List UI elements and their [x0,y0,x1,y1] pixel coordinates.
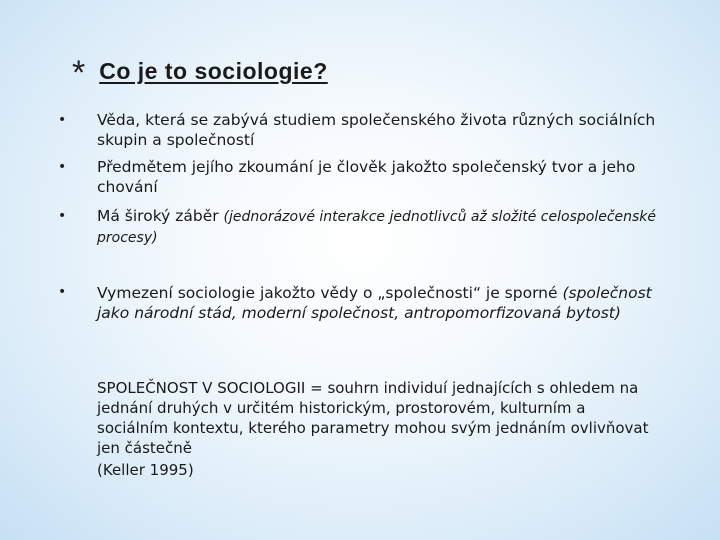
definition-paragraph [97,378,657,480]
definition-text: souhrn individuí jednajících s ohledem na jednání druhých v určitém historickým, prostorovém, kulturním a sociálním kontextu, kterého parametry mohou svým jednáním ovlivňovat jen částečně [97,379,649,457]
bullet-3-italic: (jednorázové interakce jednotlivců až složité celospolečenské procesy) [97,209,657,246]
bullet-text-3 [97,206,657,248]
title-row [72,38,328,92]
bullet-4-italic: (společnost jako národní stád, moderní společnost, antropomorfizovaná bytost) [97,284,652,322]
definition-source: (Keller 1995) [97,461,194,479]
bullet-dot-1: • [58,112,67,128]
bullet-text-2: Předmětem jejího zkoumání je člověk jakožto společenský tvor a jeho chování [97,158,636,196]
slide-title: Co je to sociologie? [99,58,328,84]
definition-lead: SPOLEČNOST V SOCIOLOGII = [97,379,328,397]
bullet-dot-4: • [58,284,67,300]
bullet-text-1: Věda, která se zabývá studiem společenského života různých sociálních skupin a společností [97,111,656,149]
bullet-dot-3: • [58,208,67,224]
bullet-dot-2: • [58,159,67,175]
title-star-icon: * [72,54,86,92]
bullet-3-lead: Má široký záběr [97,207,224,225]
bullet-4-lead: Vymezení sociologie jakožto vědy o „společnosti“ je sporné [97,284,563,302]
bullet-text-4 [97,283,657,323]
